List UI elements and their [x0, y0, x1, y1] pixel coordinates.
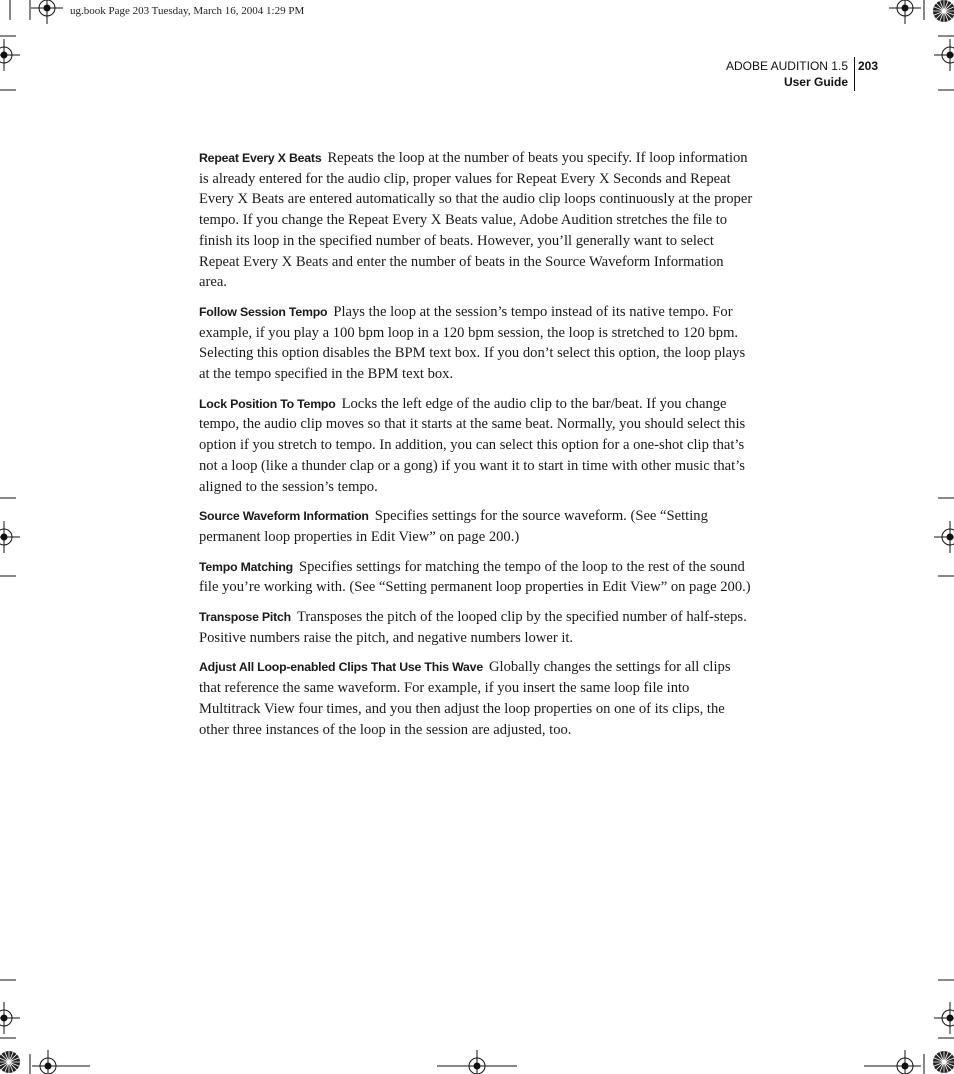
page-number: 203 [858, 59, 879, 73]
color-wheel-icon [0, 1051, 20, 1073]
definition-text: Repeats the loop at the number of beats you specify. If loop information is already entered for the audio clip, proper values for Repeat Every X Seconds and Repeat Every X Beats are entered automatically so that the audio clip loops continuously at the proper tempo. If you change the Repeat Every X Beats value, Adobe Audition stretches the file to finish its loop in the specified number of beats. However, you’ll generally want to select Repeat Every X Beats and enter the number of beats in the Source Waveform Information area. [199, 150, 753, 291]
definition-entry [199, 302, 754, 385]
crosshair-icon [934, 39, 954, 71]
definition-text: Globally changes the settings for all clips that reference the same waveform. For example, if you insert the same loop file into Multitrack View four times, and you then adjust the loop properties on one of its clips, the other three instances of the loop in the session are adjusted, too. [199, 659, 731, 738]
crosshair-icon [0, 39, 20, 71]
crosshair-icon [461, 1050, 493, 1074]
definition-entry [199, 607, 754, 648]
crosshair-icon [32, 1050, 64, 1074]
header-subtitle: User Guide [783, 75, 848, 89]
definition-term: Repeat Every X Beats [199, 151, 322, 165]
definition-text: Plays the loop at the session’s tempo instead of its native tempo. For example, if you play a 100 bpm loop in a 120 bpm session, the loop is stretched to 120 bpm. Selecting this option disables the BPM text box. If you don’t select this option, the loop plays at the tempo specified in the BPM text box. [199, 303, 746, 383]
definition-text: Locks the left edge of the audio clip to the bar/beat. If you change tempo, the audio clip moves so that it starts at the same beat. Normally, you should select this option if you stretch to tempo. In addition, you can select this option for a one-shot clip that’s not a loop (like a thunder clap or a gong) if you want it to start in time with other music that’s aligned to the session’s tempo. [199, 395, 746, 495]
crosshair-icon [889, 0, 921, 24]
definition-term: Follow Session Tempo [199, 304, 328, 319]
definition-term: Source Waveform Information [199, 509, 369, 524]
slug-line: ug.book Page 203 Tuesday, March 16, 2004 1:29 PM [70, 5, 305, 17]
definition-list [199, 148, 754, 749]
definition-entry [199, 394, 754, 498]
definition-entry [199, 506, 754, 547]
crosshair-icon [934, 1002, 954, 1034]
crosshair-icon [889, 1050, 921, 1074]
definition-term: Transpose Pitch [199, 610, 291, 625]
definition-text: Transposes the pitch of the looped clip by the specified number of half-steps. Positive numbers raise the pitch, and negative numbers lower it. [199, 609, 747, 646]
definition-term: Tempo Matching [199, 559, 293, 574]
header-title: ADOBE AUDITION 1.5 [725, 59, 848, 73]
definition-entry [199, 657, 754, 740]
crosshair-icon [0, 1002, 20, 1034]
crosshair-icon [934, 521, 954, 553]
definition-term: Lock Position To Tempo [199, 396, 336, 411]
crosshair-icon [0, 521, 20, 553]
definition-text: Specifies settings for matching the tempo of the loop to the rest of the sound file you’re working with. (See “Setting permanent loop properties in Edit View” on page 200.) [199, 558, 751, 596]
definition-entry [199, 557, 754, 598]
definition-term: Adjust All Loop-enabled Clips That Use This Wave [199, 660, 483, 675]
running-header [726, 58, 848, 90]
definition-entry [199, 148, 754, 293]
crosshair-icon [31, 0, 63, 24]
color-wheel-icon [933, 0, 954, 22]
color-wheel-icon [933, 1051, 954, 1073]
definition-text: Specifies settings for the source waveform. (See “Setting permanent loop properties in Edit View” on page 200.) [199, 508, 708, 545]
header-divider [854, 57, 855, 91]
